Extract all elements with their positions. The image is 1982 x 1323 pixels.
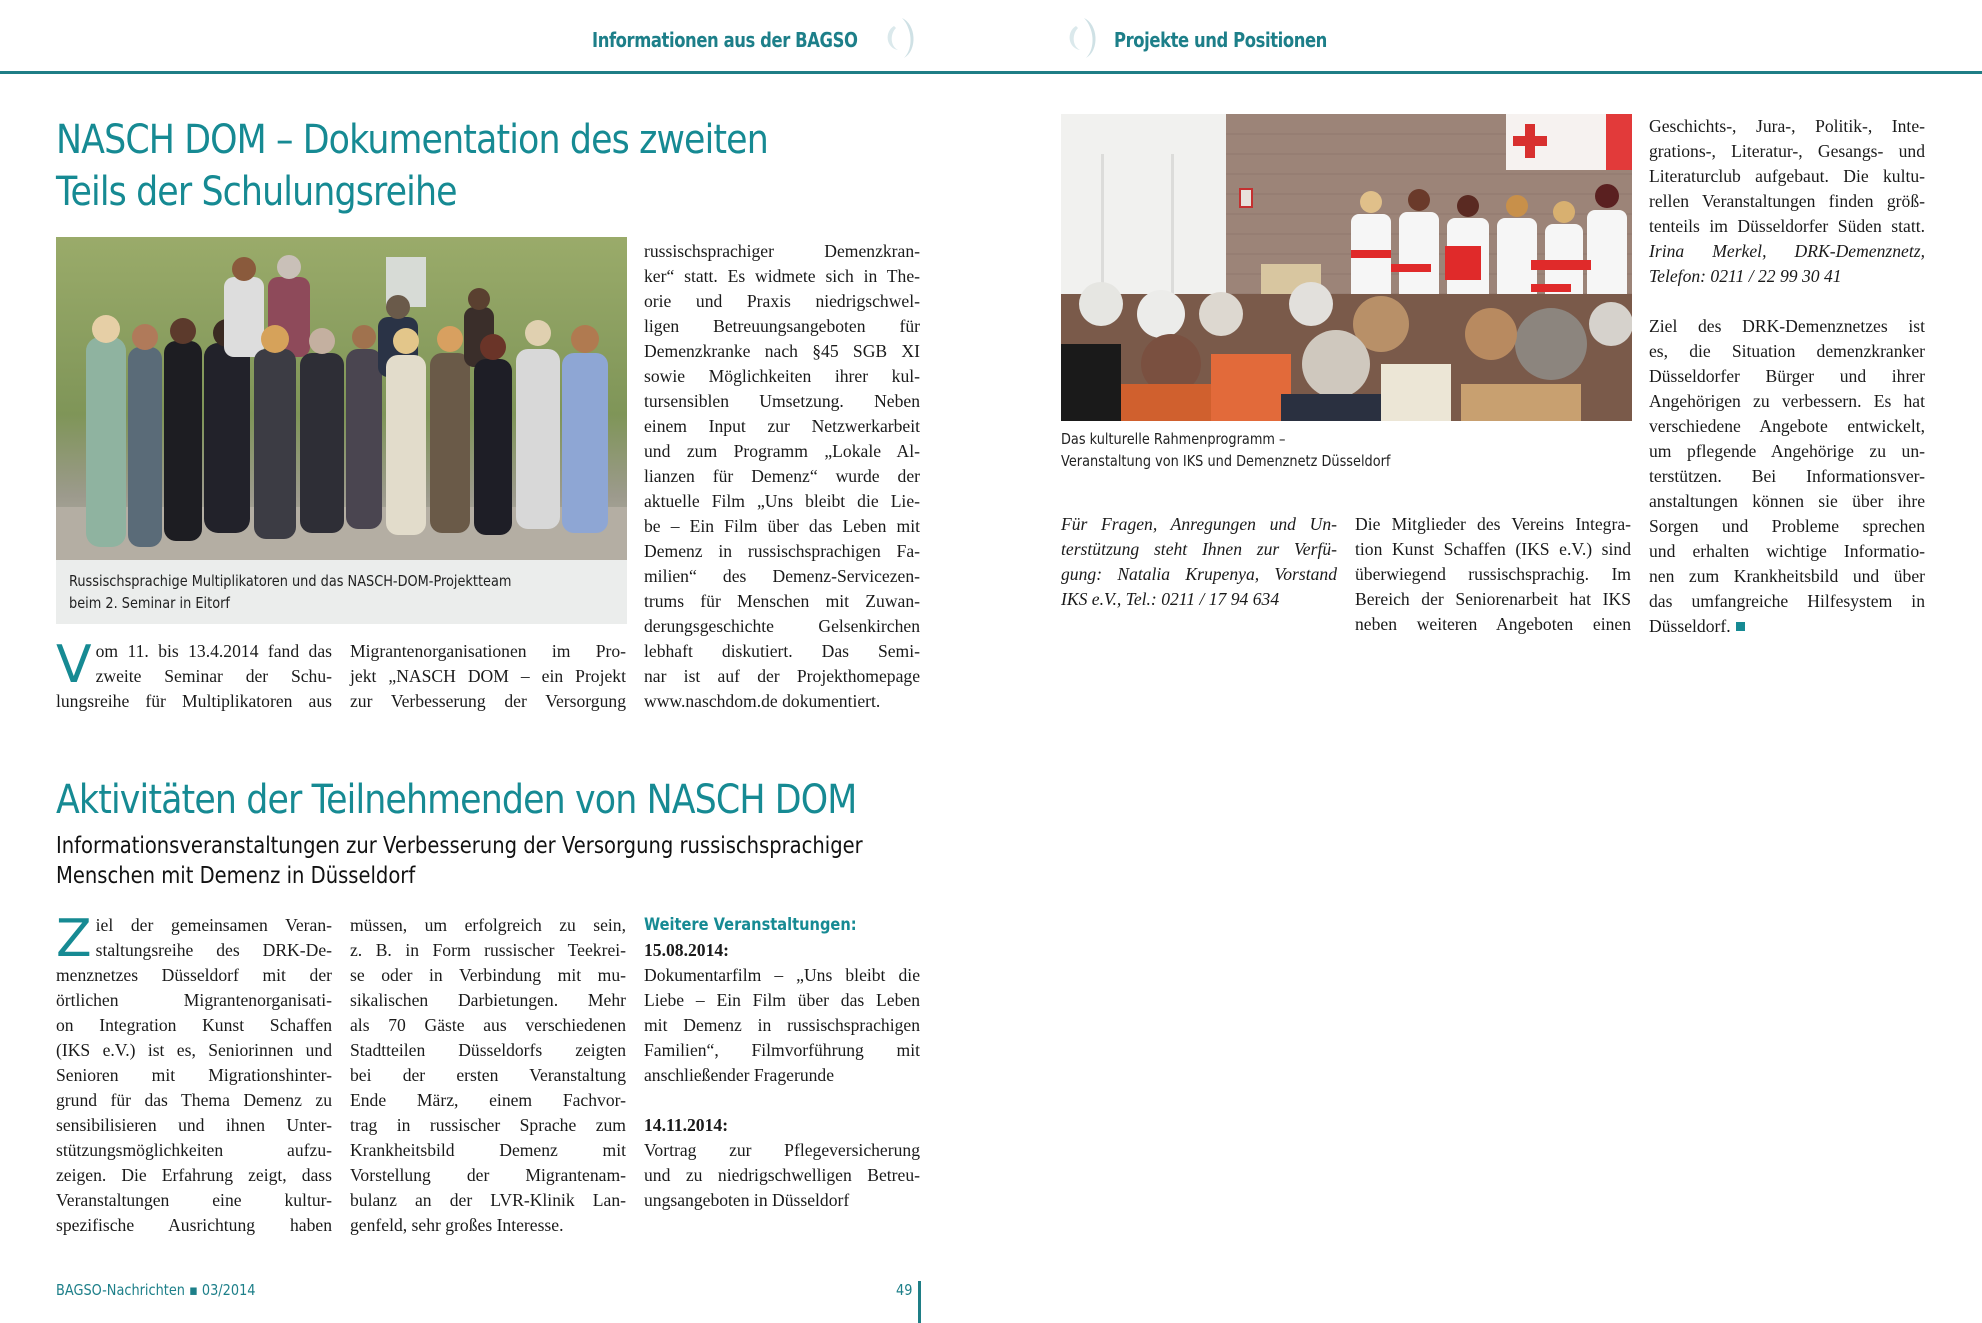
- concert-photo-caption-line2: Veranstaltung von IKS und Demenznetz Düsseldorf: [1061, 452, 1391, 470]
- contact-column: [1061, 512, 1337, 612]
- page-number-bar: [918, 1281, 921, 1323]
- text-line: zur Verbesserung der Versorgung: [350, 691, 626, 711]
- text-line: om 11. bis 13.4.2014 fand das: [95, 641, 332, 661]
- text-line: Migrantenorganisationen im Pro-: [350, 641, 626, 661]
- event-date: 15.08.2014:: [644, 940, 730, 960]
- article-title-line1: NASCH DOM – Dokumentation des zweiten: [56, 117, 768, 163]
- text-line: anstaltungen können sie über ihre: [1649, 491, 1925, 511]
- page-number: 49: [896, 1281, 913, 1299]
- text-line: Düsseldorfer Bürger und ihrer: [1649, 366, 1925, 386]
- iks-column: [1355, 512, 1631, 637]
- text-line: Familien“, Filmvorführung mit: [644, 1040, 920, 1060]
- text-line: als 70 Gäste aus verschiedenen: [350, 1015, 626, 1035]
- signature-line: Telefon: 0211 / 22 99 30 41: [1649, 266, 1842, 286]
- text-line: und erhalten wichtige Informatio-: [1649, 541, 1925, 561]
- text-line: derungsgeschichte Gelsenkirchen: [644, 616, 920, 636]
- text-line: aktuelle Film „Uns bleibt die Lie-: [644, 491, 920, 511]
- text-line: lebhaft diskutiert. Das Semi-: [644, 641, 920, 661]
- text-line: Stadtteilen Düsseldorfs zeigten: [350, 1040, 626, 1060]
- text-line: Vortrag zur Pflegeversicherung: [644, 1140, 920, 1160]
- text-line: orie und Praxis niedrigschwel-: [644, 291, 920, 311]
- text-line: Geschichts-, Jura-, Politik-, Inte-: [1649, 116, 1925, 136]
- article1-column-1: [56, 635, 332, 714]
- text-line: ungsangeboten in Düsseldorf: [644, 1190, 850, 1210]
- signature-line: Irina Merkel, DRK-Demenznetz,: [1649, 241, 1925, 261]
- text-line: Demenzkranke nach §45 SGB XI: [644, 341, 920, 361]
- article1-column-3: [644, 239, 920, 714]
- group-photo-caption-line1: Russischsprachige Multiplikatoren und das NASCH-DOM-Projektteam: [69, 572, 512, 590]
- section-header-right: Projekte und Positionen: [1114, 28, 1327, 52]
- text-line: Literaturclub aufgebaut. Die kultu-: [1649, 166, 1925, 186]
- text-line: tenteils im Düsseldorfer Süden statt.: [1649, 216, 1925, 236]
- text-line: on Integration Kunst Schaffen: [56, 1015, 332, 1035]
- text-line: grund für das Thema Demenz zu: [56, 1090, 332, 1110]
- text-line: neben weiteren Angeboten einen: [1355, 614, 1631, 634]
- text-line: sensibilisieren und ihnen Unter-: [56, 1115, 332, 1135]
- text-line: Angehörigen zu verbessern. Es hat: [1649, 391, 1925, 411]
- text-line: Sorgen und Probleme sprechen: [1649, 516, 1925, 536]
- concert-photo: [1061, 114, 1632, 421]
- dropcap: V: [56, 635, 92, 695]
- text-line: lianzen für Demenz“ wurde der: [644, 466, 920, 486]
- text-line: es, die Situation demenzkranker: [1649, 341, 1925, 361]
- article2-column-2: [350, 913, 626, 1238]
- text-line: anschließender Fragerunde: [644, 1065, 835, 1085]
- group-photo: [56, 237, 627, 560]
- text-line: tursensiblen Umsetzung. Neben: [644, 391, 920, 411]
- text-line: lungsreihe für Multiplikatoren aus: [56, 691, 332, 711]
- text-line: bulanz an der LVR-Klinik Lan-: [350, 1190, 626, 1210]
- text-line: und zum Programm „Lokale Al-: [644, 441, 920, 461]
- text-line: www.naschdom.de dokumentiert.: [644, 691, 881, 711]
- article2-title: Aktivitäten der Teilnehmenden von NASCH DOM: [56, 777, 857, 823]
- text-line: nar ist auf der Projekthomepage: [644, 666, 920, 686]
- text-line: zeigen. Die Erfahrung zeigt, dass: [56, 1165, 332, 1185]
- text-line: einem Input zur Netzwerkarbeit: [644, 416, 920, 436]
- group-photo-caption-line2: beim 2. Seminar in Eitorf: [69, 594, 230, 612]
- text-line: spezifische Ausrichtung haben: [56, 1215, 332, 1235]
- text-line: Dokumentarfilm – „Uns bleibt die: [644, 965, 920, 985]
- text-line: Liebe – Ein Film über das Leben: [644, 990, 920, 1010]
- text-line: Senioren mit Migrationshinter-: [56, 1065, 332, 1085]
- end-of-article-icon: [1736, 622, 1745, 631]
- text-line: mit Demenz in russischsprachigen: [644, 1015, 920, 1035]
- text-line: bei der ersten Veranstaltung: [350, 1065, 626, 1085]
- text-line: (IKS e.V.) ist es, Seniorinnen und: [56, 1040, 332, 1060]
- text-line: Ende März, einem Fachvor-: [350, 1090, 626, 1110]
- footer-publication: BAGSO-Nachrichten ▪ 03/2014: [56, 1281, 256, 1299]
- header-rule: [0, 71, 1982, 74]
- text-line: milien“ des Demenz-Servicezen-: [644, 566, 920, 586]
- events-column: [644, 913, 920, 1213]
- text-line: terstützen. Bei Informationsver-: [1649, 466, 1925, 486]
- text-line: Veranstaltungen eine kultur-: [56, 1190, 332, 1210]
- article2-subtitle-line1: Informationsveranstaltungen zur Verbesserung der Versorgung russischsprachiger: [56, 833, 863, 859]
- text-line: das umfangreiche Hilfesystem in: [1649, 591, 1925, 611]
- text-line: örtlichen Migrantenorganisati-: [56, 990, 332, 1010]
- text-line: sikalischen Darbietungen. Mehr: [350, 990, 626, 1010]
- text-line: iel der gemeinsamen Veran-: [95, 915, 332, 935]
- text-line: staltungsreihe des DRK-De-: [95, 940, 332, 960]
- text-line: Bereich der Seniorenarbeit hat IKS: [1355, 589, 1631, 609]
- text-line: nen zum Krankheitsbild und über: [1649, 566, 1925, 586]
- text-line: zweite Seminar der Schu-: [95, 666, 332, 686]
- text-line: z. B. in Form russischer Teekrei-: [350, 940, 626, 960]
- text-line: Für Fragen, Anregungen und Un-: [1061, 514, 1337, 534]
- text-line: se oder in Verbindung mit mu-: [350, 965, 626, 985]
- text-line: russischsprachiger Demenzkran-: [644, 241, 920, 261]
- section-header-left: Informationen aus der BAGSO: [592, 28, 858, 52]
- text-line: Demenz in russischsprachigen Fa-: [644, 541, 920, 561]
- dropcap: Z: [56, 909, 92, 969]
- text-line: IKS e.V., Tel.: 0211 / 17 94 634: [1061, 589, 1280, 609]
- text-line: Vorstellung der Migrantenam-: [350, 1165, 626, 1185]
- text-line: jekt „NASCH DOM – ein Projekt: [350, 666, 626, 686]
- text-line: und zu niedrigschwelligen Betreu-: [644, 1165, 920, 1185]
- text-line: genfeld, sehr großes Interesse.: [350, 1215, 564, 1235]
- concert-photo-caption-line1: Das kulturelle Rahmenprogramm –: [1061, 430, 1286, 448]
- text-line: um pflegende Angehörige zu un-: [1649, 441, 1925, 461]
- text-line: Die Mitglieder des Vereins Integra-: [1355, 514, 1631, 534]
- text-line: tion Kunst Schaffen (IKS e.V.) sind: [1355, 539, 1631, 559]
- drk-column: [1649, 114, 1925, 639]
- text-line: trag in russischer Sprache zum: [350, 1115, 626, 1135]
- text-line: müssen, um erfolgreich zu sein,: [350, 915, 626, 935]
- final-line: Düsseldorf.: [1649, 616, 1731, 636]
- text-line: ligen Betreuungsangeboten für: [644, 316, 920, 336]
- text-line: trums für Menschen mit Zuwan-: [644, 591, 920, 611]
- article-title-line2: Teils der Schulungsreihe: [56, 169, 457, 215]
- text-line: überwiegend russischsprachig. Im: [1355, 564, 1631, 584]
- article1-column-2: [350, 639, 626, 714]
- text-line: [1649, 614, 1925, 639]
- text-line: terstützung steht Ihnen zur Verfü-: [1061, 539, 1337, 559]
- bagso-swirl-icon: [1062, 14, 1102, 62]
- text-line: sowie Möglichkeiten ihrer kul-: [644, 366, 920, 386]
- text-line: be – Ein Film über das Leben mit: [644, 516, 920, 536]
- article2-column-1: [56, 909, 332, 1238]
- text-line: rellen Veranstaltungen finden größ-: [1649, 191, 1925, 211]
- text-line: stützungsmöglichkeiten aufzu-: [56, 1140, 332, 1160]
- bagso-swirl-icon: [880, 14, 920, 62]
- text-line: menznetzes Düsseldorf mit der: [56, 965, 332, 985]
- event-date: 14.11.2014:: [644, 1115, 729, 1135]
- events-heading: Weitere Veranstaltungen:: [644, 915, 857, 935]
- text-line: gung: Natalia Krupenya, Vorstand: [1061, 564, 1337, 584]
- text-line: Ziel des DRK-Demenznetzes ist: [1649, 316, 1925, 336]
- text-line: Krankheitsbild Demenz mit: [350, 1140, 626, 1160]
- text-line: grations-, Literatur-, Gesangs- und: [1649, 141, 1925, 161]
- article2-subtitle-line2: Menschen mit Demenz in Düsseldorf: [56, 863, 416, 889]
- text-line: verschiedene Angebote entwickelt,: [1649, 416, 1925, 436]
- text-line: ker“ statt. Es widmete sich in The-: [644, 266, 920, 286]
